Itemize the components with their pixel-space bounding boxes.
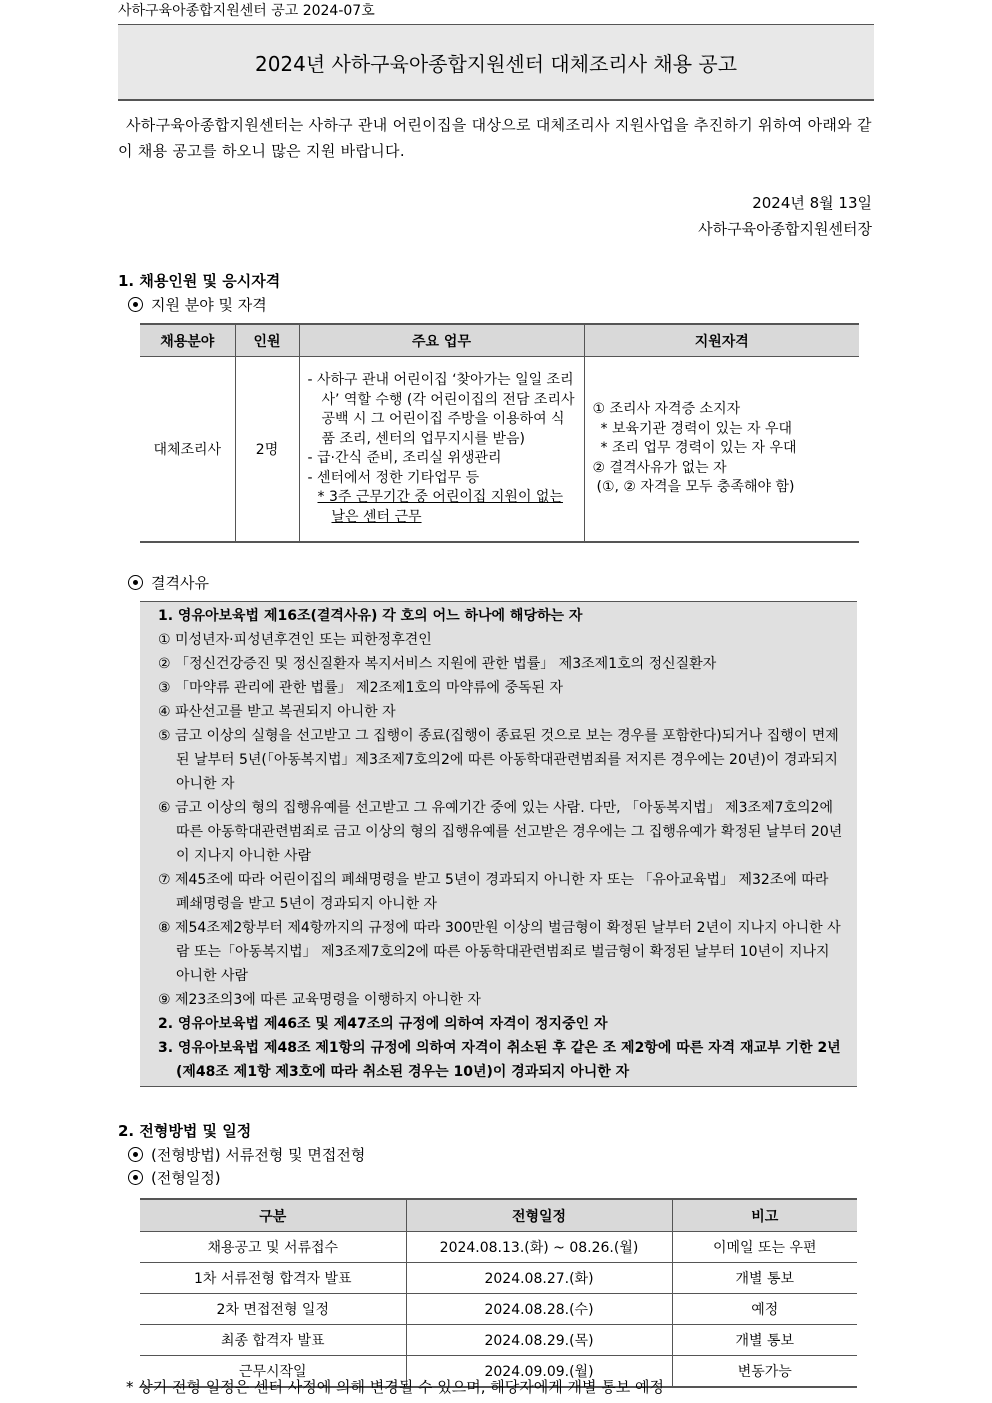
signer: 사하구육아종합지원센터장 — [698, 220, 872, 238]
qualification-item: * 보육기관 경력이 있는 자 우대 — [600, 420, 793, 437]
table-cell: 2024.08.29.(목) — [406, 1325, 672, 1356]
disqualification-box — [140, 601, 857, 1087]
notice-date: 2024년 8월 13일 — [752, 194, 872, 212]
disq-subitem: ⑧ 제54조제2항부터 제4항까지의 규정에 따라 300만원 이상의 벌금형이 확정된 날부터 2년이 지나지 아니한 사람 또는「아동복지법」 제3조제7호의2에 따른 아동학대관련범죄로 벌금형이 확정된 날부터 10년이 지나지 아니한 사람 — [158, 920, 841, 984]
disq-subitem: ④ 파산선고를 받고 복권되지 아니한 자 — [158, 704, 396, 720]
bullet-circle-icon — [128, 575, 143, 590]
disq-subitem: ① 미성년자·피성년후견인 또는 피한정후견인 — [158, 632, 432, 648]
page-title-box — [118, 24, 874, 101]
disq-subitem: ③ 「마약류 관리에 관한 법률」 제2조제1호의 마약류에 중독된 자 — [158, 680, 564, 696]
sub-heading-disq-label: 결격사유 — [151, 574, 209, 592]
disq-subitem: ② 「정신건강증진 및 정신질환자 복지서비스 지원에 관한 법률」 제3조제1호의 정신질환자 — [158, 656, 717, 672]
duty-note: * 3주 근무기간 중 어린이집 지원이 없는 날은 센터 근무 — [317, 489, 563, 525]
qualification-item: (①, ② 자격을 모두 충족해야 함) — [596, 479, 795, 496]
table-cell: 2024.08.13.(화) ~ 08.26.(월) — [406, 1232, 672, 1263]
table-header: 채용분야 — [140, 324, 235, 357]
count-cell: 2명 — [235, 357, 299, 543]
duty-item: - 센터에서 정한 기타업무 등 — [307, 469, 480, 486]
disq-item-1: 1. 영유아보육법 제16조(결격사유) 각 호의 어느 하나에 해당하는 자 — [158, 608, 583, 624]
duty-item: - 급·간식 준비, 조리실 위생관리 — [307, 450, 502, 466]
bullet-circle-icon — [128, 1147, 143, 1162]
bullet-circle-icon — [128, 1170, 143, 1185]
duties-cell — [299, 357, 584, 543]
disq-subitem: ⑥ 금고 이상의 형의 집행유예를 선고받고 그 유예기간 중에 있는 사람. 다만, 「아동복지법」 제3조제7호의2에 따른 아동학대관련범죄로 금고 이상의 형의 집행유예를 선고받은 경우에는 그 집행유예가 확정된 날부터 20년이 지나지 아니한 사람 — [158, 800, 843, 864]
table-cell: 1차 서류전형 합격자 발표 — [140, 1263, 406, 1294]
table-cell: 2024.09.09.(월) — [406, 1356, 672, 1388]
table-row — [140, 1263, 857, 1294]
sub-heading-disq — [128, 572, 209, 593]
table-cell: 채용공고 및 서류접수 — [140, 1232, 406, 1263]
sub-heading-field-label: 지원 분야 및 자격 — [151, 296, 267, 314]
table-header: 비고 — [672, 1199, 857, 1232]
table-cell: 2차 면접전형 일정 — [140, 1294, 406, 1325]
qualification-item: ② 결격사유가 없는 자 — [592, 459, 727, 476]
disq-subitem: ⑤ 금고 이상의 실형을 선고받고 그 집행이 종료(집행이 종료된 것으로 보는 경우를 포함한다)되거나 집행이 면제된 날부터 5년(「아동복지법」제3조제7호의2에 따른 아동학대관련범죄를 저지른 경우에는 20년)이 경과되지 아니한 자 — [158, 728, 839, 792]
page-title: 2024년 사하구육아종합지원센터 대체조리사 채용 공고 — [254, 51, 738, 76]
sub-heading-schedule — [128, 1167, 221, 1188]
table-row — [140, 1294, 857, 1325]
table-cell: 예정 — [672, 1294, 857, 1325]
table-cell: 2024.08.27.(화) — [406, 1263, 672, 1294]
table-cell: 최종 합격자 발표 — [140, 1325, 406, 1356]
table-row — [140, 1232, 857, 1263]
table-cell: 2024.08.28.(수) — [406, 1294, 672, 1325]
section1-heading: 1. 채용인원 및 응시자격 — [118, 272, 281, 290]
qualifications-cell — [584, 357, 859, 543]
intro-paragraph: 사하구육아종합지원센터는 사하구 관내 어린이집을 대상으로 대체조리사 지원사업을 추진하기 위하여 아래와 같이 채용 공고를 하오니 많은 지원 바랍니다. — [118, 116, 872, 160]
disq-subitem: ⑨ 제23조의3에 따른 교육명령을 이행하지 아니한 자 — [158, 992, 481, 1008]
table-header: 구분 — [140, 1199, 406, 1232]
table-cell: 개별 통보 — [672, 1263, 857, 1294]
table-header: 인원 — [235, 324, 299, 357]
recruitment-table — [140, 323, 859, 543]
qualification-item: ① 조리사 자격증 소지자 — [592, 401, 741, 418]
disq-subitem: ⑦ 제45조에 따라 어린이집의 폐쇄명령을 받고 5년이 경과되지 아니한 자 또는 「유아교육법」 제32조에 따라 폐쇄명령을 받고 5년이 경과되지 아니한 자 — [158, 872, 829, 912]
table-cell: 근무시작일 — [140, 1356, 406, 1388]
schedule-table — [140, 1198, 857, 1388]
disq-item-2: 2. 영유아보육법 제46조 및 제47조의 규정에 의하여 자격이 정지중인 자 — [158, 1016, 608, 1032]
table-row — [140, 1325, 857, 1356]
disq-item-3: 3. 영유아보육법 제48조 제1항의 규정에 의하여 자격이 취소된 후 같은 조 제2항에 따른 자격 재교부 기한 2년(제48조 제1항 제3호에 따라 취소된 경우는 10년)이 경과되지 아니한 자 — [158, 1040, 841, 1080]
sub-heading-method — [128, 1144, 365, 1165]
duty-item: - 사하구 관내 어린이집 ‘찾아가는 일일 조리사’ 역할 수행 (각 어린이집의 전담 조리사 공백 시 그 어린이집 주방을 이용하여 식품 조리, 센터의 업무지시를 받음) — [307, 372, 575, 447]
sub-heading-schedule-label: (전형일정) — [151, 1169, 221, 1187]
table-cell: 개별 통보 — [672, 1325, 857, 1356]
table-header: 지원자격 — [584, 324, 859, 357]
qualification-item: * 조리 업무 경력이 있는 자 우대 — [600, 440, 797, 457]
section2-heading: 2. 전형방법 및 일정 — [118, 1122, 252, 1140]
field-cell: 대체조리사 — [140, 357, 235, 543]
table-header: 전형일정 — [406, 1199, 672, 1232]
bullet-circle-icon — [128, 297, 143, 312]
sub-heading-method-label: (전형방법) 서류전형 및 면접전형 — [151, 1146, 366, 1164]
notice-number: 사하구육아종합지원센터 공고 2024-07호 — [118, 3, 375, 19]
table-cell: 변동가능 — [672, 1356, 857, 1388]
table-header: 주요 업무 — [299, 324, 584, 357]
table-cell: 이메일 또는 우편 — [672, 1232, 857, 1263]
schedule-footnote: * 상기 전형 일정은 센터 사정에 의해 변경될 수 있으며, 해당자에게 개별 통보 예정 — [126, 1378, 664, 1396]
sub-heading-field — [128, 294, 267, 315]
